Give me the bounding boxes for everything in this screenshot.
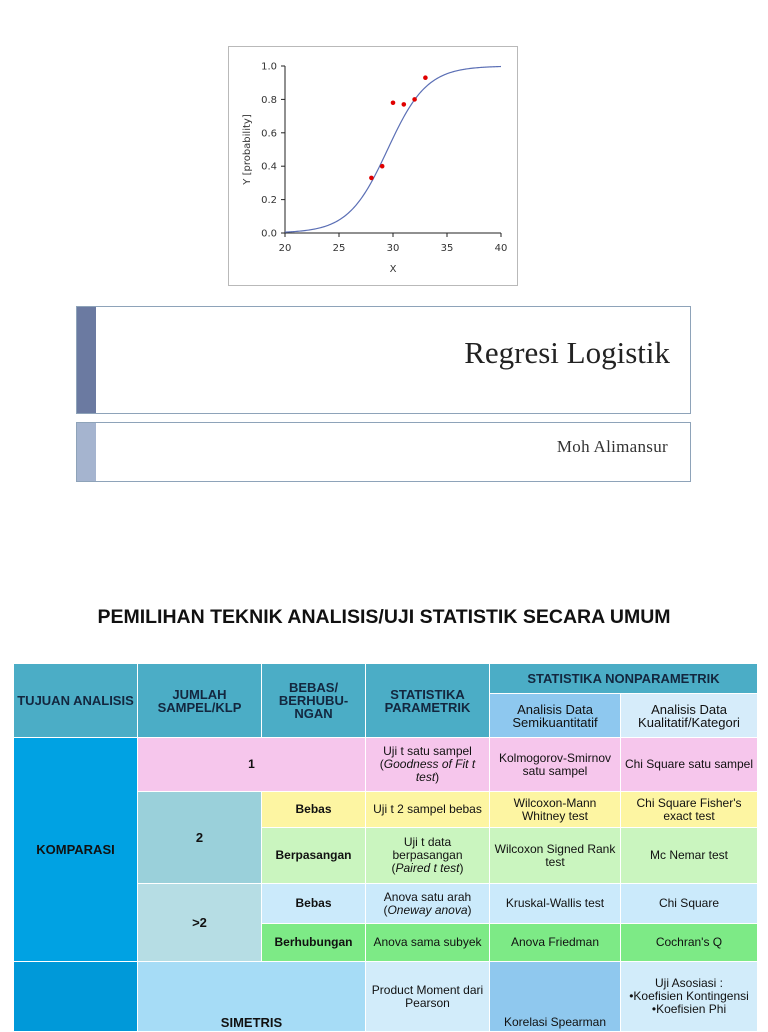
row6-kual	[621, 962, 758, 1032]
header-semikuantitatif: Analisis Data Semikuantitatif	[490, 694, 621, 738]
title-bar	[76, 306, 691, 414]
header-jumlah: JUMLAH SAMPEL/KLP	[138, 664, 262, 738]
y-tick-label: 0.4	[261, 161, 277, 173]
header-parametrik: STATISTIKA PARAMETRIK	[366, 664, 490, 738]
data-point	[402, 102, 407, 107]
title-slide	[0, 0, 768, 512]
slide-title: Regresi Logistik	[464, 335, 670, 370]
data-point	[391, 100, 396, 105]
row2-semi: Wilcoxon-Mann Whitney test	[490, 792, 621, 828]
subtitle-bar	[76, 422, 691, 482]
logistic-chart	[228, 46, 518, 286]
row6-kual-2: •Koefisien Kontingensi	[629, 989, 749, 1003]
row3-par-close: )	[459, 861, 464, 875]
x-tick-label: 25	[332, 243, 346, 254]
row3-parametrik	[366, 828, 490, 884]
row2-kual: Chi Square Fisher's exact test	[621, 792, 758, 828]
y-tick-label: 0.0	[261, 228, 277, 240]
row5-semi: Anova Friedman	[490, 924, 621, 962]
header-nonparametrik: STATISTIKA NONPARAMETRIK	[490, 664, 758, 694]
data-point	[412, 97, 417, 102]
row4-parametrik	[366, 884, 490, 924]
x-tick-label: 30	[386, 243, 400, 254]
row2-parametrik: Uji t 2 sampel bebas	[366, 792, 490, 828]
row5-bebas: Berhubungan	[262, 924, 366, 962]
logistic-curve	[285, 67, 501, 233]
row4-semi: Kruskal-Wallis test	[490, 884, 621, 924]
row1-kual: Chi Square satu sampel	[621, 738, 758, 792]
row3-par-text: Uji t data berpasangan	[392, 835, 463, 862]
y-axis-label: Y [probability]	[242, 114, 253, 185]
subtitle-accent	[77, 423, 96, 481]
x-axis-label: X	[389, 264, 397, 275]
row6-semi: Korelasi Spearman	[490, 962, 621, 1032]
row5-parametrik: Anova sama subyek	[366, 924, 490, 962]
y-tick-label: 0.8	[261, 94, 277, 106]
row1-par-italic: Goodness of Fit t test	[383, 757, 476, 784]
komparasi-cell: KOMPARASI	[14, 738, 138, 962]
header-kualitatif: Analisis Data Kualitatif/Kategori	[621, 694, 758, 738]
row1-par-text: Uji t satu sampel	[383, 744, 472, 758]
row2-bebas: Bebas	[262, 792, 366, 828]
row5-kual: Cochran's Q	[621, 924, 758, 962]
row1-semi: Kolmogorov-Smirnov satu sampel	[490, 738, 621, 792]
y-tick-label: 1.0	[261, 61, 277, 73]
row4-par-open: (	[383, 902, 388, 917]
statistics-table	[13, 663, 758, 1032]
x-tick-label: 20	[278, 243, 292, 254]
data-point	[369, 176, 374, 181]
row4-par-close: )	[467, 902, 472, 917]
data-point	[380, 164, 385, 169]
row6-kual-3: •Koefisien Phi	[651, 1002, 727, 1016]
x-tick-label: 35	[440, 243, 454, 254]
row6-simetris: SIMETRIS	[138, 962, 366, 1032]
row4-par-italic: Oneway anova	[387, 902, 468, 917]
row3-par-open: (	[391, 861, 396, 875]
row4-bebas: Bebas	[262, 884, 366, 924]
row3-bebas: Berpasangan	[262, 828, 366, 884]
row3-semi: Wilcoxon Signed Rank test	[490, 828, 621, 884]
row4-jumlah: >2	[138, 884, 262, 962]
row3-par-italic: Paired t test	[395, 861, 460, 875]
row4-kual: Chi Square	[621, 884, 758, 924]
header-bebas: BEBAS/ BERHUBU-NGAN	[262, 664, 366, 738]
x-tick-label: 40	[494, 243, 508, 254]
title-accent	[77, 307, 96, 413]
row1-jumlah: 1	[138, 738, 366, 792]
slide-subtitle: Moh Alimansur	[556, 437, 668, 456]
chart-svg	[229, 47, 519, 287]
row6-tujuan	[14, 962, 138, 1032]
row4-par-text: Anova satu arah	[383, 889, 472, 904]
table-slide-title: PEMILIHAN TEKNIK ANALISIS/UJI STATISTIK SECARA UMUM	[97, 606, 671, 628]
row1-par-open: (	[379, 757, 384, 771]
row1-par-close: )	[435, 770, 440, 784]
data-point	[423, 75, 428, 80]
row1-parametrik	[366, 738, 490, 792]
row6-parametrik: Product Moment dari Pearson	[366, 962, 490, 1032]
row6-kual-1: Uji Asosiasi :	[654, 976, 724, 990]
table-slide	[0, 512, 768, 1030]
row3-kual: Mc Nemar test	[621, 828, 758, 884]
header-tujuan: TUJUAN ANALISIS	[14, 664, 138, 738]
y-tick-label: 0.2	[261, 195, 277, 207]
row2-jumlah: 2	[138, 792, 262, 884]
y-tick-label: 0.6	[261, 128, 277, 140]
